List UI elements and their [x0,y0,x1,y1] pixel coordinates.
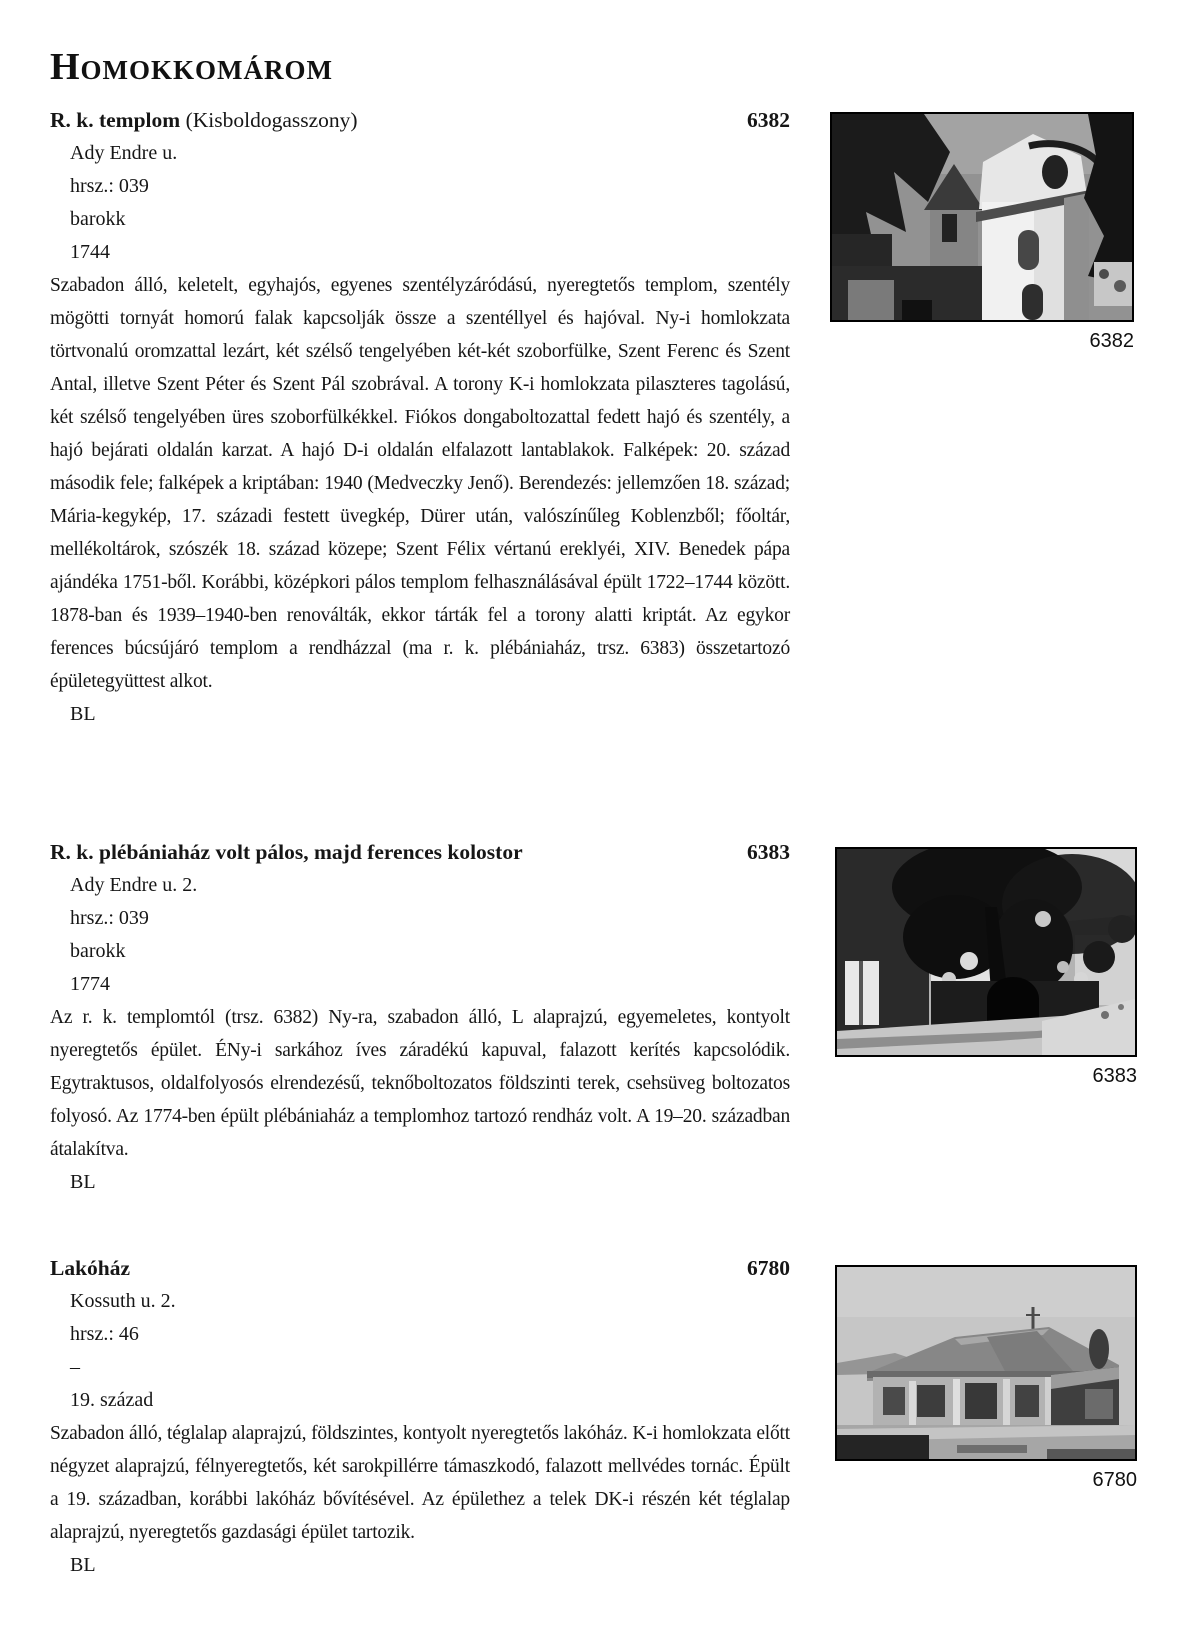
entry-parcel: hrsz.: 039 [70,175,149,197]
entry-style: barokk [70,208,126,230]
entry-6382 [50,104,790,731]
church-photo-6382 [830,112,1134,322]
entry-name: R. k. plébániaház volt pálos, majd ferences kolostor [50,840,523,864]
entry-author-initials: BL [70,703,96,725]
page-title: Homokkomárom [50,46,334,89]
entry-number: 6780 [747,1256,790,1280]
entry-name: R. k. templom [50,108,181,132]
entry-name-suffix: (Kisboldogasszony) [185,108,358,132]
entry-title [50,1252,130,1285]
entry-date: 1744 [70,241,110,263]
entry-style: – [70,1356,80,1378]
entry-description: Az r. k. templomtól (trsz. 6382) Ny-ra, szabadon álló, L alaprajzú, egyemeletes, kontyolt nyeregtetős épület. ÉNy-i sarkához íves záradékú kapuval, falazott kerítés kapcsolódik. Egytraktusos, oldalfolyosós elrendezésű, teknőboltozatos földszinti terek, csehsüveg boltozatos folyosó. Az 1774-ben épült plébániaház a templomhoz tartozó rendház volt. A 19–20. században átalakítva. [50,1007,790,1160]
entry-heading [50,1252,790,1285]
entry-date: 1774 [70,973,110,995]
entry-style: barokk [70,940,126,962]
entry-description: Szabadon álló, keletelt, egyhajós, egyenes szentélyzáródású, nyeregtetős templom, szentély mögötti tornyát homorú falak kapcsolják össze a szentéllyel és hajóval. Ny-i homlokzata törtvonalú oromzattal lezárt, két szélső tengelyében két-két szoborfülke, Szent Ferenc és Szent Antal, illetve Szent Péter és Szent Pál szobrával. A torony K-i homlokzata pilaszteres tagolású, két szélső tengelyében üres szoborfülkékkel. Fiókos dongaboltozattal fedett hajó és szentély, a hajó bejárati oldalán karzat. A hajó D-i oldalán elfalazott lantablakok. Falképek: 20. század második fele; falképek a kriptában: 1940 (Medveczky Jenő). Berendezés: jellemzően 18. század; Mária-kegykép, 17. századi festett üvegkép, Dürer után, valószínűleg Koblenzből; főoltár, mellékoltárok, szószék 18. század közepe; Szent Félix vértanú ereklyéi, XIV. Benedek pápa ajándéka 1751-ből. Korábbi, középkori pálos templom felhasználásával épült 1722–1744 között. 1878-ban és 1939–1940-ben renoválták, ekkor tárták fel a torony alatti kriptát. Az egykor ferences búcsújáró templom a rendházzal (ma r. k. plébániaház, trsz. 6383) összetartozó épületegyüttest alkot. [50,275,790,692]
house-photo-6780 [835,1265,1137,1461]
entry-title [50,104,358,137]
entry-number: 6383 [747,840,790,864]
photo-caption: 6382 [1089,330,1134,352]
entry-heading [50,104,790,137]
parsonage-photo-6383 [835,847,1137,1057]
entry-address: Ady Endre u. [70,142,178,164]
entry-address: Ady Endre u. 2. [70,874,198,896]
entry-parcel: hrsz.: 46 [70,1323,139,1345]
figure-6382 [830,112,1134,353]
figure-6780 [835,1265,1137,1492]
entry-name: Lakóház [50,1256,131,1280]
entry-6383 [50,836,790,1199]
figure-6383 [835,847,1137,1088]
entry-date: 19. század [70,1389,154,1411]
entry-parcel: hrsz.: 039 [70,907,149,929]
photo-caption: 6383 [1092,1065,1137,1087]
entry-6780 [50,1252,790,1582]
entry-number: 6382 [747,108,790,132]
entry-author-initials: BL [70,1554,96,1576]
entry-heading [50,836,790,869]
entry-address: Kossuth u. 2. [70,1290,176,1312]
photo-caption: 6780 [1092,1469,1137,1491]
entry-description: Szabadon álló, téglalap alaprajzú, földszintes, kontyolt nyeregtetős lakóház. K-i homlokzata előtt négyzet alaprajzú, félnyeregtetős, két sarokpillérre támaszkodó, falazott mellvédes tornác. Épült a 19. században, korábbi lakóház bővítésével. Az épülethez a telek DK-i részén két téglalap alaprajzú, nyeregtetős gazdasági épület tartozik. [50,1423,790,1543]
entry-title [50,836,523,869]
entry-author-initials: BL [70,1171,96,1193]
